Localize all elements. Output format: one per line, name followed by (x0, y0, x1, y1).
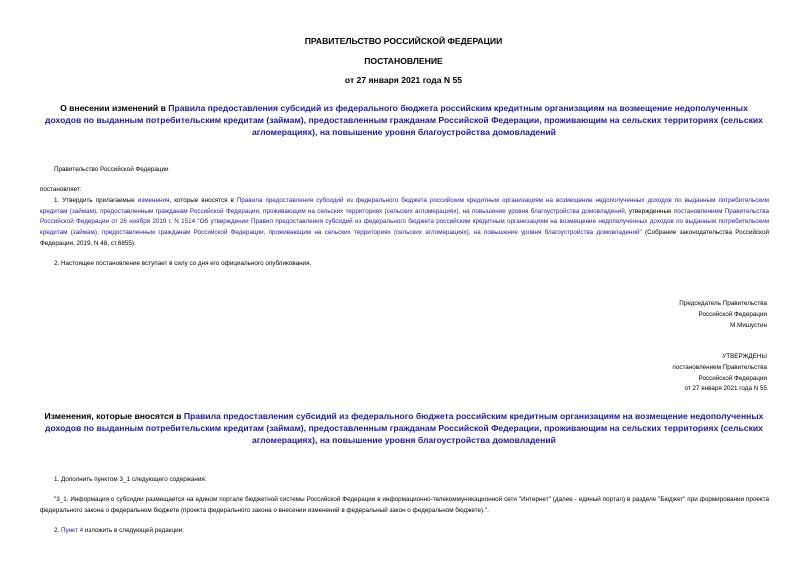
rules-link[interactable]: Правила предоставления субсидий из федерального бюджета российским кредитным организациям на возмещение недополученных доходов по выданным потребительским кредитам (займам), предоставленным гражданам Российской Федерации, проживающим на сельских территориях (сельских агломерациях), на повышение уровня благоустройства домовладений (45, 103, 763, 137)
change-item-2-prefix: 2. (54, 527, 62, 534)
item-1-text-2: , которые вносятся в (169, 197, 237, 204)
signature-name: М.Мишустин (730, 322, 767, 329)
government-label: Правительство Российской Федерации (54, 166, 169, 173)
changes-heading-prefix: Изменения, которые вносятся в (44, 411, 184, 421)
changes-link[interactable]: изменения (137, 197, 170, 204)
change-quote: "3_1. Информация о субсидии размещается на едином портале бюджетной системы Российской Федерации в информационно-телекоммуникационной сети "Интернет" (далее - единый портал) в разделе "Бюджет" при формировании проекта федерального закона о федеральном бюджете (проекта федерального закона о внесении изменений в федеральный закон о федеральном бюджете).". (40, 496, 769, 514)
approved-line-2: постановлением Правительства (672, 364, 767, 371)
signature-line-2: Российской Федерации (698, 311, 767, 318)
document-org-title: ПРАВИТЕЛЬСТВО РОССИЙСКОЙ ФЕДЕРАЦИИ (304, 36, 503, 46)
changes-heading (44, 410, 764, 446)
change-item-1: 1. Дополнить пунктом 3_1 следующего содержания: (54, 476, 207, 483)
heading-prefix: О внесении изменений в (60, 103, 169, 113)
approved-line-3: Российской Федерации (698, 375, 767, 382)
approved-line-1: УТВЕРЖДЕНЫ (722, 353, 767, 360)
item-1-text-3: , утвержденные (624, 207, 674, 215)
item-1-text-1: 1. Утвердить прилагаемые (54, 197, 138, 204)
document-heading (44, 102, 764, 138)
document-type: ПОСТАНОВЛЕНИЕ (364, 56, 443, 66)
rules-link-body[interactable]: Правила предоставления субсидий из федерального бюджета российским кредитным организациям на возмещение недополученных доходов по выданным потребительским кредитам (займам), предоставленным гражданам Российской Федерации, проживающим на сельских территориях (сельских агломерациях), на повышение уровня благоустройства домовладений (40, 197, 770, 215)
resolution-1514-link[interactable]: постановлением Правительства Российской Федерации от 26 ноября 2019 г. N 1514 "Об утверждении Правил предоставления субсидий из федерального бюджета российским кредитным организациям на возмещение недополученных доходов по выданным потребительским кредитам (займам), предоставленным гражданам Российской Федерации, проживающим на сельских территориях (сельских агломерациях), на повышение уровня благоустройства домовладений" (40, 207, 769, 237)
item-1-text-4: (Собрание законодательства Российской Федерации, 2019, N 48, ст.6855). (40, 229, 769, 247)
approved-line-4: от 27 января 2021 года N 55 (684, 385, 767, 392)
point-4-link[interactable]: Пункт 4 (61, 527, 84, 534)
change-item-2 (54, 526, 184, 537)
resolves-label: постановляет: (40, 186, 82, 193)
rules-link-2[interactable]: Правила предоставления субсидий из федерального бюджета российским кредитным организациям на возмещение недополученных доходов по выданным потребительским кредитам (займам), предоставленным гражданам Российской Федерации, проживающим на сельских территориях (сельских агломерациях), на повышение уровня благоустройства домовладений (45, 411, 764, 445)
item-1-paragraph (40, 196, 769, 250)
document-date-number: от 27 января 2021 года N 55 (344, 75, 463, 85)
signature-line-1: Председатель Правительства (679, 300, 767, 307)
change-item-2-suffix: изложить в следующей редакции: (83, 527, 184, 534)
item-2-paragraph: 2. Настоящее постановление вступает в силу со дня его официального опубликования. (54, 260, 312, 267)
